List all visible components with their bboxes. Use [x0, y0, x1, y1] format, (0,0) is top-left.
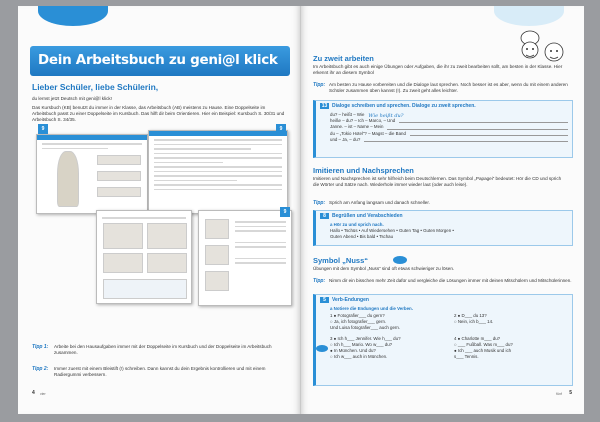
intro-text [32, 96, 287, 126]
exercise-title: Dialoge schreiben und sprechen. Dialoge zu zweit sprechen. [332, 103, 476, 109]
exercise-item: 3 ● Ich h___ Jennifer. Wie h___ du? [330, 335, 401, 341]
page-badge: 9 [280, 207, 290, 217]
exercise-5 [313, 294, 573, 386]
section-heading-imitate: Imitieren und Nachsprechen [313, 166, 414, 175]
tipp-text: Immer zuerst mit einem Bleistift (!) schreiben. Dann kannst du dein Ergebnis kontrollieren und mit einem Radiergummi verbessern. [54, 366, 266, 377]
section-heading-pairwork: Zu zweit arbeiten [313, 54, 374, 63]
exercise-item: Und Luisa fotografier___ auch gern. [330, 325, 401, 331]
exercise-item: ● In München. Und du? [330, 348, 376, 354]
tipp-nut [313, 278, 573, 284]
tipp-text: Arbeite bei den Hausaufgaben immer mit der Doppelseite im Kursbuch und der Doppelseite im Arbeitsbuch zusammen. [54, 344, 272, 355]
exercise-item: ○ Nein, ich b___ 14. [454, 319, 494, 325]
tipp-label: Tipp: [313, 200, 326, 206]
corner-decoration [494, 6, 564, 26]
exercise-item: ○ Ich h___ Mario. Wo w___ du? [330, 341, 393, 347]
tipp-text: Am besten zu Hause vorbereiten und die Dialoge laut sprechen. Noch besser ist es aber, wenn du mit einem anderen Schüler zusammen üben kannst (!). Zu zweit geht alles leichter. [329, 82, 568, 93]
exercise-item: ● Ich ___ auch Musik und ich [454, 348, 512, 353]
exercise-sub: a Hör zu und sprich nach. [330, 222, 384, 227]
tipp-imitate [313, 200, 573, 206]
page-footer: vier [40, 392, 46, 396]
exercise-line: Guten Abend • Bis bald • Tschau [330, 234, 394, 240]
exercise-title: Verb-Endungen [332, 297, 369, 303]
section-text-imitate: Imitieren und Nachsprechen ist sehr hilfreich beim Deutschlernen. Das Symbol „Papagei“ bedeutet: Hör die CD und sprich die Wörter und Sätze nach. Wiederhole immer wieder laut (oder auch leise). [313, 176, 562, 187]
handwritten-answer: Wie heißt du? [368, 113, 404, 120]
exercise-item: 4 ● Charlotte m___ du? [454, 335, 501, 341]
tipp-pairwork [313, 82, 573, 94]
page-badge: 9 [276, 124, 286, 134]
exercise-number: 13 [321, 103, 328, 109]
exercise-sub: a Notiere die Endungen und die Verben. [330, 306, 413, 311]
page-number: 4 [32, 390, 35, 396]
tipp-text: Sprich am Anfang langsam und danach schneller. [329, 200, 430, 205]
greeting: Lieber Schüler, liebe Schülerin, [32, 82, 159, 92]
exercise-item: ○ Ich w___ auch in München. [330, 354, 388, 360]
corner-decoration [38, 6, 108, 26]
exercise-item: ○ Ja, ich fotografier___ gern. [330, 319, 387, 325]
exercise-line: heiße – du? – Ich – Marco, – Und [330, 118, 568, 124]
tipp-label: Tipp: [313, 278, 326, 284]
nut-icon [316, 345, 328, 352]
exercise-item: 2 ● D___ du 13? [454, 313, 487, 318]
exercise-item: 1 ● Fotografier___ du gern? [330, 313, 385, 318]
exercise-13 [313, 100, 573, 158]
tipp-label: Tipp 2: [32, 366, 49, 372]
arbeitsbuch-page-thumbnail-2 [198, 210, 292, 306]
page-footer: fünf [556, 392, 562, 396]
tipp-1 [32, 344, 290, 356]
tipp-2 [32, 366, 290, 378]
exercise-line: du – „Tokio Hotel“? – Magst – die Band [330, 131, 568, 137]
arbeitsbuch-page-thumbnail [148, 130, 288, 214]
workbook-spread [18, 6, 584, 414]
page-badge: 9 [38, 124, 48, 134]
exercise-line: Janne. – ist – Name – Mein [330, 124, 568, 130]
page-title: Dein Arbeitsbuch zu geni@l klick [30, 46, 290, 76]
tipp-label: Tipp: [313, 82, 326, 88]
tipp-text: Nimm dir ein bisschen mehr Zeit dafür und vergleiche die Lösungen immer mit deinen Mitschülern und Mitschülerinnen. [329, 278, 572, 283]
section-text-nut: Übungen mit dem Symbol „Nuss“ sind oft etwas schwieriger zu lösen. [313, 266, 455, 271]
exercise-item: ○ ___ Fußball. Was m___ du? [454, 341, 513, 347]
exercise-item: s___ Tennis. [454, 354, 479, 360]
intro-line-1: du lernst jetzt Deutsch mit geni@l klick! [32, 96, 112, 101]
section-heading-nut: Symbol „Nuss“ [313, 256, 369, 265]
page-number: 5 [569, 390, 572, 396]
mascot-icon [516, 28, 571, 68]
exercise-line: Hallo • Tschüs • Auf Wiedersehen • Guten Tag • Guten Morgen • [330, 228, 454, 234]
section-text-pairwork: Im Arbeitsbuch gibt es auch einige Übungen oder Aufgaben, die ihr zu zweit bearbeiten sollt, am besten in der Klasse. Hier erkennt ihr an diesem Symbol [313, 64, 563, 75]
intro-line-2: Das Kursbuch (KB) benutzt du immer in der Klasse, das Arbeitsbuch (AB) meistens zu Hause. Eine Doppelseite im Arbeitsbuch passt zu einer Doppelseite im Kursbuch. Das hilft dir beim Orientieren. Hier ein Beispiel: Kursbuch S. 30/31 und Arbeitsbuch S. 34/35. [32, 105, 285, 122]
exercise-title: Begrüßen und Verabschieden [332, 213, 403, 219]
right-page [301, 6, 584, 414]
left-page [18, 6, 301, 414]
kursbuch-page-thumbnail [36, 134, 148, 214]
exercise-line: und – Ja, – du? [330, 137, 568, 143]
tipp-label: Tipp 1: [32, 344, 49, 350]
exercise-8 [313, 210, 573, 246]
kursbuch-page-thumbnail-2 [96, 210, 192, 304]
exercise-line: du? – heißt – Wie Wie heißt du? [330, 112, 568, 118]
nut-icon [393, 256, 407, 264]
exercise-number: 5 [320, 297, 329, 303]
exercise-number: 8 [320, 213, 329, 219]
